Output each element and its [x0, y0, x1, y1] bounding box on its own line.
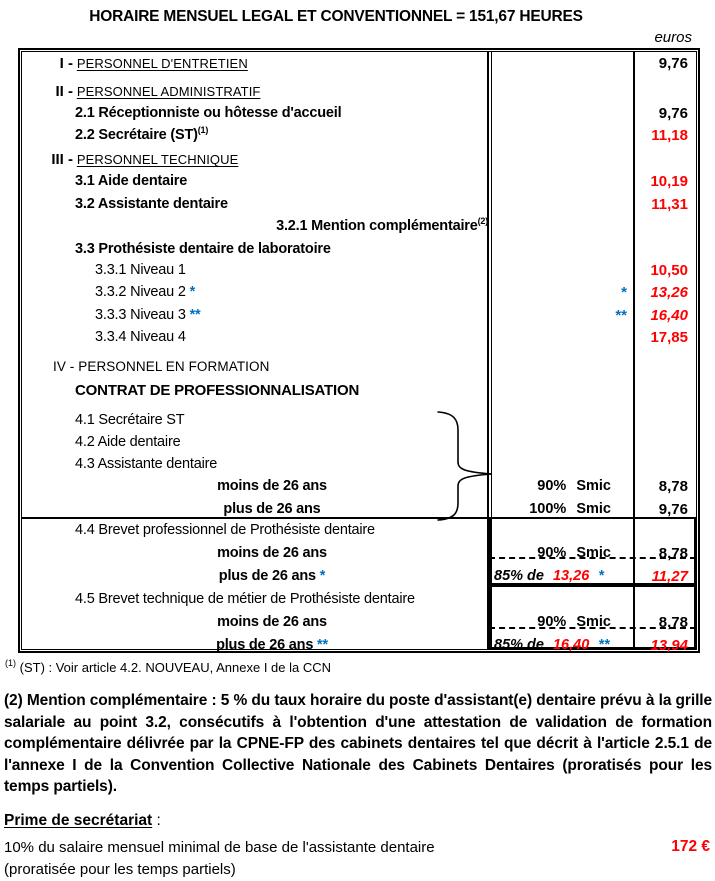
rate-value: 10,19 — [650, 173, 688, 190]
rate-value: 13,26 — [650, 284, 688, 301]
smic-unit: Smic — [576, 501, 611, 517]
job-label: 4.1 Secrétaire ST — [75, 412, 185, 428]
currency-label: euros — [654, 29, 692, 46]
smic-percentage: 100% — [529, 501, 567, 517]
job-label: 3.1 Aide dentaire — [75, 173, 188, 189]
smic-percentage: 90% — [537, 545, 567, 561]
grouping-brace — [430, 405, 496, 523]
rate-value: 17,85 — [650, 329, 688, 346]
table-row — [22, 307, 696, 324]
formula-rate: 16,40 — [552, 637, 590, 653]
table-row — [22, 382, 696, 399]
rate-value: 11,31 — [651, 196, 688, 213]
asterisk-marker: * — [598, 568, 604, 584]
section-numeral: II - — [55, 83, 73, 100]
table-row — [22, 412, 696, 429]
job-label: 4.5 Brevet technique de métier de Prothésiste dentaire — [75, 591, 415, 607]
job-label: 2.1 Réceptionniste ou hôtesse d'accueil — [75, 105, 342, 121]
smic-unit: Smic — [576, 478, 611, 494]
asterisk-marker: * — [319, 568, 326, 584]
age-label: plus de 26 ans — [223, 501, 321, 517]
prime-amount: 172 € — [671, 838, 710, 855]
asterisk-marker: * — [621, 284, 627, 301]
footnote-1 — [5, 660, 331, 675]
rate-value: 10,50 — [650, 262, 688, 279]
job-label: 3.2.1 Mention complémentaire — [276, 218, 478, 234]
prime-description: 10% du salaire mensuel minimal de base de l'assistante dentaire — [4, 839, 435, 856]
rate-value: 9,76 — [658, 501, 688, 518]
rate-value: 8,78 — [658, 545, 688, 562]
section-numeral: I - — [59, 55, 73, 72]
age-label: moins de 26 ans — [217, 478, 327, 494]
age-label: plus de 26 ans — [216, 637, 314, 653]
table-row — [22, 614, 696, 631]
job-label: 4.4 Brevet professionnel de Prothésiste dentaire — [75, 522, 375, 538]
table-row — [22, 568, 696, 585]
table-row — [22, 83, 696, 100]
age-label: plus de 26 ans — [218, 568, 316, 584]
formula-label: 85% de — [494, 568, 544, 584]
table-row — [22, 127, 696, 144]
table-row — [22, 55, 696, 72]
section-title: PERSONNEL ADMINISTRATIF — [76, 84, 261, 99]
asterisk-marker: * — [189, 284, 196, 300]
age-label: moins de 26 ans — [217, 545, 327, 561]
table-row — [22, 501, 696, 518]
job-label: 3.3.3 Niveau 3 — [95, 307, 186, 323]
salary-table-inner — [21, 51, 697, 654]
footnote-2: (2) Mention complémentaire : 5 % du taux horaire du poste d'assistant(e) dentaire prévu à la grille salariale au point 3.2, consécutifs à l'obtention d'une attestation de validation de formation complémentaire délivrée par la CPNE-FP des cabinets dentaires tel que décrit à l'article 2.5.1 de l'annexe I de la Convention Collective Nationale des Cabinets Dentaires (proratisés pour les temps partiels). — [4, 692, 712, 795]
subsection-title: CONTRAT DE PROFESSIONNALISATION — [75, 382, 360, 399]
table-row — [22, 151, 696, 168]
table-row — [22, 358, 696, 375]
job-label: 3.3.1 Niveau 1 — [95, 262, 186, 278]
table-row — [22, 478, 696, 495]
rate-value: 8,78 — [658, 478, 688, 495]
footnote-ref: (2) — [477, 216, 488, 226]
rate-value: 11,18 — [651, 127, 688, 144]
smic-unit: Smic — [576, 545, 611, 561]
rate-value: 11,27 — [651, 568, 688, 585]
age-label: moins de 26 ans — [217, 614, 327, 630]
rate-value: 9,76 — [658, 105, 688, 122]
formula-rate: 13,26 — [552, 568, 590, 584]
table-row — [22, 105, 696, 122]
table-row — [22, 218, 696, 235]
table-row — [22, 545, 696, 562]
smic-percentage: 90% — [537, 614, 567, 630]
formula-label: 85% de — [494, 637, 544, 653]
table-row — [22, 456, 696, 473]
table-row — [22, 196, 696, 213]
rate-value: 8,78 — [658, 614, 688, 631]
table-row — [22, 284, 696, 301]
asterisk-marker: ** — [189, 307, 201, 323]
job-label: 3.3.4 Niveau 4 — [95, 329, 186, 345]
salary-table — [18, 48, 700, 653]
section-title: PERSONNEL D'ENTRETIEN — [76, 56, 248, 71]
table-row — [22, 522, 696, 539]
section-title: PERSONNEL TECHNIQUE — [76, 152, 239, 167]
asterisk-marker: ** — [317, 637, 328, 653]
table-row — [22, 241, 696, 258]
job-label: 3.3 Prothésiste dentaire de laboratoire — [75, 241, 331, 257]
rate-value: 16,40 — [650, 307, 688, 324]
prime-colon: : — [152, 812, 161, 829]
prime-title: Prime de secrétariat — [4, 812, 153, 829]
job-label: 2.2 Secrétaire (ST) — [75, 127, 198, 143]
section-title: IV - PERSONNEL EN FORMATION — [53, 359, 270, 374]
job-label: 4.2 Aide dentaire — [75, 434, 181, 450]
asterisk-marker: ** — [598, 637, 610, 653]
job-label: 3.3.2 Niveau 2 — [95, 284, 186, 300]
table-row — [22, 434, 696, 451]
table-row — [22, 329, 696, 346]
section-numeral: III - — [51, 151, 73, 168]
smic-percentage: 90% — [537, 478, 567, 494]
footnote-1-ref: (1) — [5, 658, 16, 668]
page-title: HORAIRE MENSUEL LEGAL ET CONVENTIONNEL = 151,67 HEURES — [89, 8, 583, 25]
asterisk-marker: ** — [615, 307, 627, 324]
smic-unit: Smic — [576, 614, 611, 630]
prime-heading — [4, 812, 161, 830]
job-label: 3.2 Assistante dentaire — [75, 196, 228, 212]
rate-value: 13,94 — [650, 637, 688, 654]
table-row — [22, 262, 696, 279]
rate-value: 9,76 — [658, 55, 688, 72]
prime-prorata-note: (proratisée pour les temps partiels) — [4, 861, 236, 878]
footnote-ref: (1) — [197, 125, 209, 135]
table-row — [22, 591, 696, 608]
footnote-1-text: (ST) : Voir article 4.2. NOUVEAU, Annexe I de la CCN — [19, 660, 332, 675]
job-label: 4.3 Assistante dentaire — [75, 456, 218, 472]
table-row — [22, 637, 696, 654]
table-row — [22, 173, 696, 190]
